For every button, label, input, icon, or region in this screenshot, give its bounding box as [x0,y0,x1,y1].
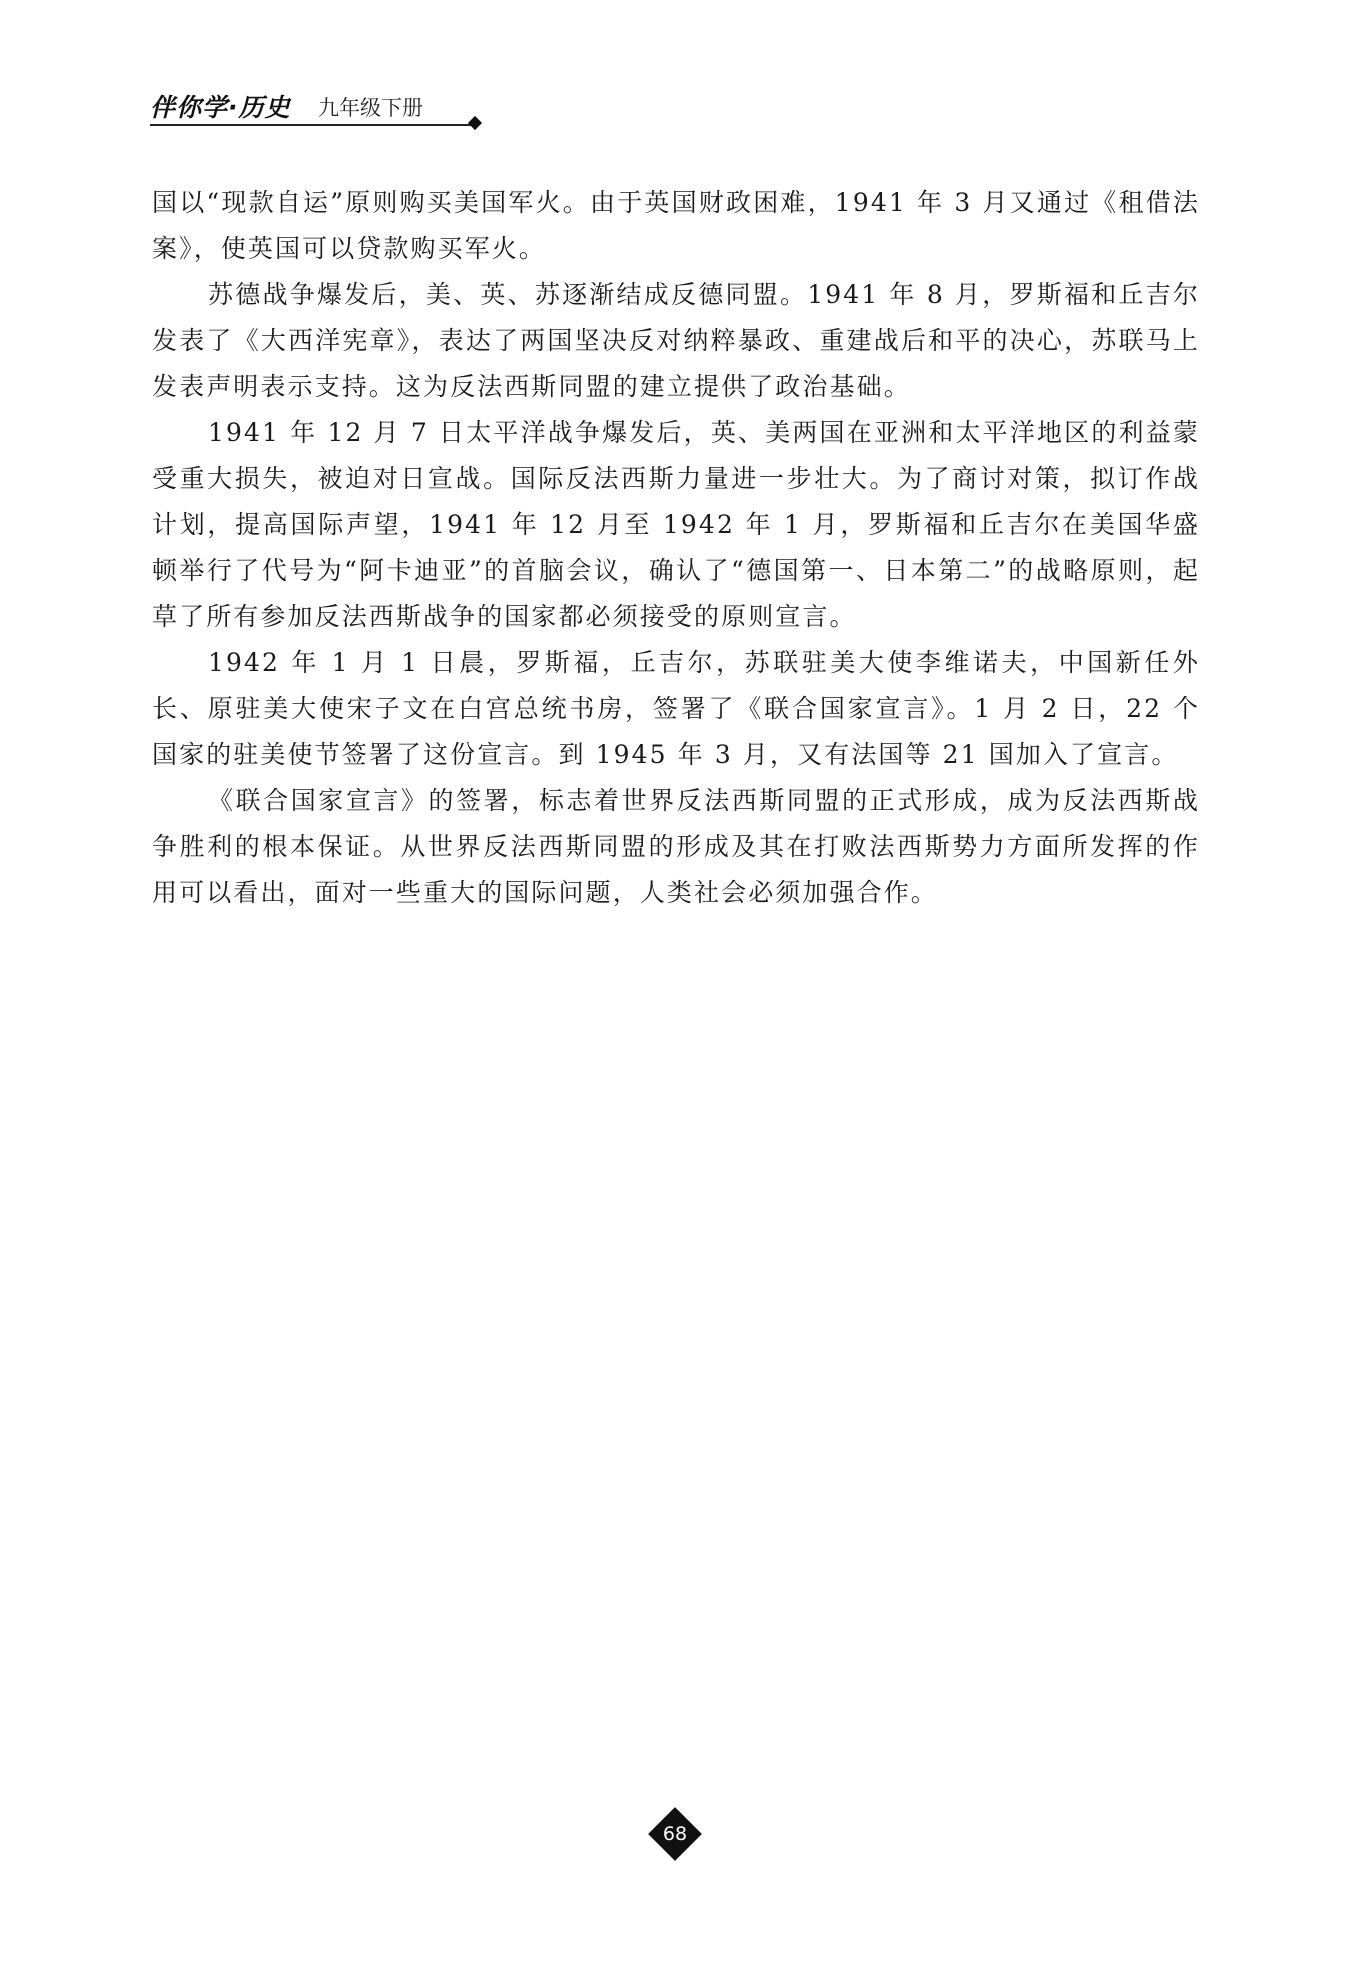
page-number: 68 [662,1823,688,1845]
paragraph: 1942 年 1 月 1 日晨，罗斯福，丘吉尔，苏联驻美大使李维诺夫，中国新任外长、原驻美大使宋子文在白宫总统书房，签署了《联合国家宣言》。1 月 2 日，22 个国家的驻美使节签署了这份宣言。到 1945 年 3 月，又有法国等 21 国加入了宣言。 [152,648,1200,769]
book-title: 伴你学·历史 [150,93,291,122]
paragraph: 1941 年 12 月 7 日太平洋战争爆发后，英、美两国在亚洲和太平洋地区的利益蒙受重大损失，被迫对日宣战。国际反法西斯力量进一步壮大。为了商讨对策，拟订作战计划，提高国际声望，1941 年 12 月至 1942 年 1 月，罗斯福和丘吉尔在美国华盛顿举行了代号为“阿卡迪亚”的首脑会议，确认了“德国第一、日本第二”的战略原则，起草了所有参加反法西斯战争的国家都必须接受的原则宣言。 [152,418,1200,631]
grade-volume-label: 九年级下册 [318,96,423,120]
diamond-bullet-icon [468,116,482,130]
paragraph: 《联合国家宣言》的签署，标志着世界反法西斯同盟的正式形成，成为反法西斯战争胜利的根本保证。从世界反法西斯同盟的形成及其在打败法西斯势力方面所发挥的作用可以看出，面对一些重大的国际问题，人类社会必须加强合作。 [152,786,1200,907]
page-number-badge [649,1808,701,1860]
header-rule [150,124,472,126]
running-header [150,92,490,128]
paragraph: 苏德战争爆发后，美、英、苏逐渐结成反德同盟。1941 年 8 月，罗斯福和丘吉尔发表了《大西洋宪章》，表达了两国坚决反对纳粹暴政、重建战后和平的决心，苏联马上发表声明表示支持。这为反法西斯同盟的建立提供了政治基础。 [152,280,1200,401]
body-text [152,180,1200,916]
paragraph-continuation: 国以“现款自运”原则购买美国军火。由于英国财政困难，1941 年 3 月又通过《租借法案》，使英国可以贷款购买军火。 [152,188,1200,263]
